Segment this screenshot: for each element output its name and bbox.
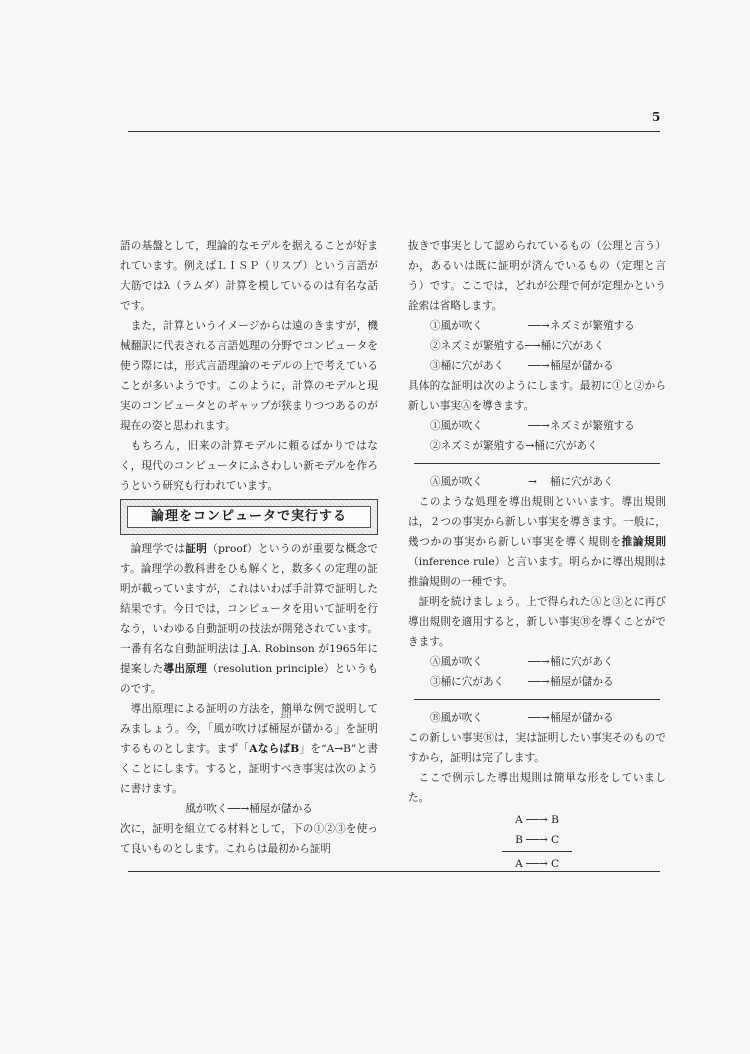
text-span: 屋が儲かる」を証明するものとします。まず「: [120, 723, 379, 755]
header-rule: [128, 131, 660, 132]
paragraph: [120, 539, 378, 699]
section-heading: 論理をコンピュータで実行する: [127, 506, 371, 528]
paragraph: [408, 492, 666, 592]
page-number: 5: [652, 110, 661, 124]
step-premise: [408, 436, 666, 456]
text-span: 導出原理による証明の方法を，簡単な例で説明してみましょう。今，「風が吹けば: [120, 703, 378, 735]
conclusion: ネズミが繁殖する: [550, 320, 635, 332]
paragraph: ここで例示した導出規則は簡単な形をしていました。: [408, 772, 666, 804]
arrow-icon: ──→: [528, 676, 550, 688]
conclusion: 桶に穴があく: [540, 340, 605, 352]
premise: Ⓐ風が吹く: [430, 476, 483, 488]
right-column: [408, 236, 666, 874]
arrow-icon: ──→: [528, 656, 550, 668]
term-proof: 証明: [185, 543, 208, 555]
conclusion: 桶屋が儲かる: [550, 712, 614, 724]
premise: ①風が吹く: [430, 320, 483, 332]
arrow-icon: ──→: [528, 360, 550, 372]
text-span: （resolution principle）というものです。: [120, 663, 379, 695]
inference-line: [414, 463, 660, 464]
premise: ①風が吹く: [430, 420, 483, 432]
axiom-2: [408, 336, 666, 356]
conclusion: 桶屋が儲かる: [550, 360, 614, 372]
schema-row: [408, 810, 666, 830]
arrow-icon: ──→: [528, 420, 550, 432]
ruby-reading: おけ: [280, 713, 293, 720]
axiom-3: [408, 356, 666, 376]
conclusion: 桶屋が儲かる: [550, 676, 614, 688]
premise: Ⓐ風が吹く: [430, 656, 483, 668]
symbol: A: [515, 858, 523, 870]
premise: ③桶に穴があく: [430, 360, 505, 372]
paragraph: また，計算というイメージからは遠のきますが，機械翻訳に代表される言語処理の分野でコンピュータを使う際には，形式言語理論のモデルの上で考えていることが多いようです。このように，計算のモデルと現実のコンピュータとのギャップが狭まりつつあるのが現在の姿と思われます。: [120, 320, 378, 432]
text-span: （proof）というのが重要な概念です。論理学の教科書をひも解くと，数多くの定理の証明が載っていますが，これはいわば手計算で証明した結果です。今日では，コンピュータを用いて証明を行なう，いわゆる自動証明の技法が開発されています。一番有名な自動証明法は J.A. Robinson が1965年に提案した: [120, 543, 378, 675]
paragraph: もちろん，旧来の計算モデルに頼るばかりではなく，現代のコンピュータにふさわしい新モデルを作ろうという研究も行われています。: [120, 440, 378, 492]
goal-formula: 風が吹く──→桶屋が儲かる: [185, 803, 313, 815]
premise: Ⓑ風が吹く: [430, 712, 483, 724]
schema-row: [408, 830, 666, 850]
premise: ②ネズミが繁殖する: [430, 340, 526, 352]
paragraph: 証明を続けましょう。上で得られたⒶと③とに再び導出規則を適用すると，新しい事実Ⓑを導くことができます。: [408, 596, 666, 648]
inference-line: [414, 699, 660, 700]
section-heading-box: [120, 499, 378, 535]
ruby-base: 桶: [268, 723, 280, 735]
arrow-icon: ──→: [528, 712, 550, 724]
conclusion: 桶に穴があく: [550, 476, 614, 488]
arrow-icon: ──→: [526, 814, 548, 826]
inference-line: [502, 851, 572, 852]
arrow-icon: →: [528, 476, 537, 488]
arrow-icon: ──→: [526, 834, 548, 846]
step-result: [408, 708, 666, 728]
step-premise: [408, 652, 666, 672]
symbol: C: [550, 834, 560, 846]
conclusion: ネズミが繁殖する: [550, 420, 635, 432]
symbol: B: [515, 834, 523, 846]
left-column: [120, 236, 378, 859]
symbol: B: [551, 814, 559, 826]
paragraph: この新しい事実Ⓑは，実は証明したい事実そのものですから，証明は完了します。: [408, 732, 666, 764]
text-span: 」を“A→B”と書くことにします。すると，証明すべき事実は次のように書けます。: [120, 743, 378, 795]
axiom-list: [408, 316, 666, 376]
derivation-step-1: [408, 416, 666, 492]
arrow-icon: →: [525, 440, 535, 452]
paragraph: 次に，証明を組立てる材料として，下の①②③を使って良いものとします。これらは最初から証明: [120, 823, 378, 855]
conclusion: 桶に穴があく: [534, 440, 598, 452]
step-result: [408, 472, 666, 492]
ruby-word: [268, 713, 293, 735]
arrow-icon: ──→: [528, 320, 550, 332]
step-premise: [408, 672, 666, 692]
term-inference-rule: 推論規則: [621, 536, 667, 548]
term-a-implies-b: AならばB: [249, 743, 300, 755]
text-span: このような処理を導出規則といいます。導出規則は，２つの事実から新しい事実を導きます。一般に，幾つかの事実から新しい事実を導く規則を: [408, 496, 666, 548]
step-premise: [408, 416, 666, 436]
term-resolution-principle: 導出原理: [163, 663, 208, 675]
premise: ③桶に穴があく: [430, 676, 505, 688]
arrow-icon: ─→: [525, 340, 541, 352]
premise: ②ネズミが繁殖する: [430, 440, 526, 452]
symbol: A: [515, 814, 523, 826]
paragraph: 抜きで事実として認められているもの（公理と言う）か，あるいは既に証明が済んでいるもの（定理と言う）です。ここでは，どれが公理で何が定理かという詮索は省略します。: [408, 240, 666, 312]
derivation-step-2: [408, 652, 666, 728]
resolution-schema: [408, 810, 666, 874]
symbol: C: [550, 858, 560, 870]
arrow-icon: ──→: [526, 858, 548, 870]
paragraph: 語の基盤として，理論的なモデルを据えることが好まれています。例えばＬＩＳＰ（リスプ）という言語が大筋ではλ（ラムダ）計算を模しているのは有名な話です。: [120, 240, 378, 312]
axiom-1: [408, 316, 666, 336]
paragraph: 具体的な証明は次のようにします。最初に①と②から新しい事実Ⓐを導きます。: [408, 380, 666, 412]
footer-rule: [128, 871, 660, 872]
text-span: （inference rule）と言います。明らかに導出規則は推論規則の一種です。: [408, 556, 666, 588]
paragraph: [120, 699, 378, 799]
text-span: 論理学では: [130, 543, 186, 555]
conclusion: 桶に穴があく: [550, 656, 614, 668]
